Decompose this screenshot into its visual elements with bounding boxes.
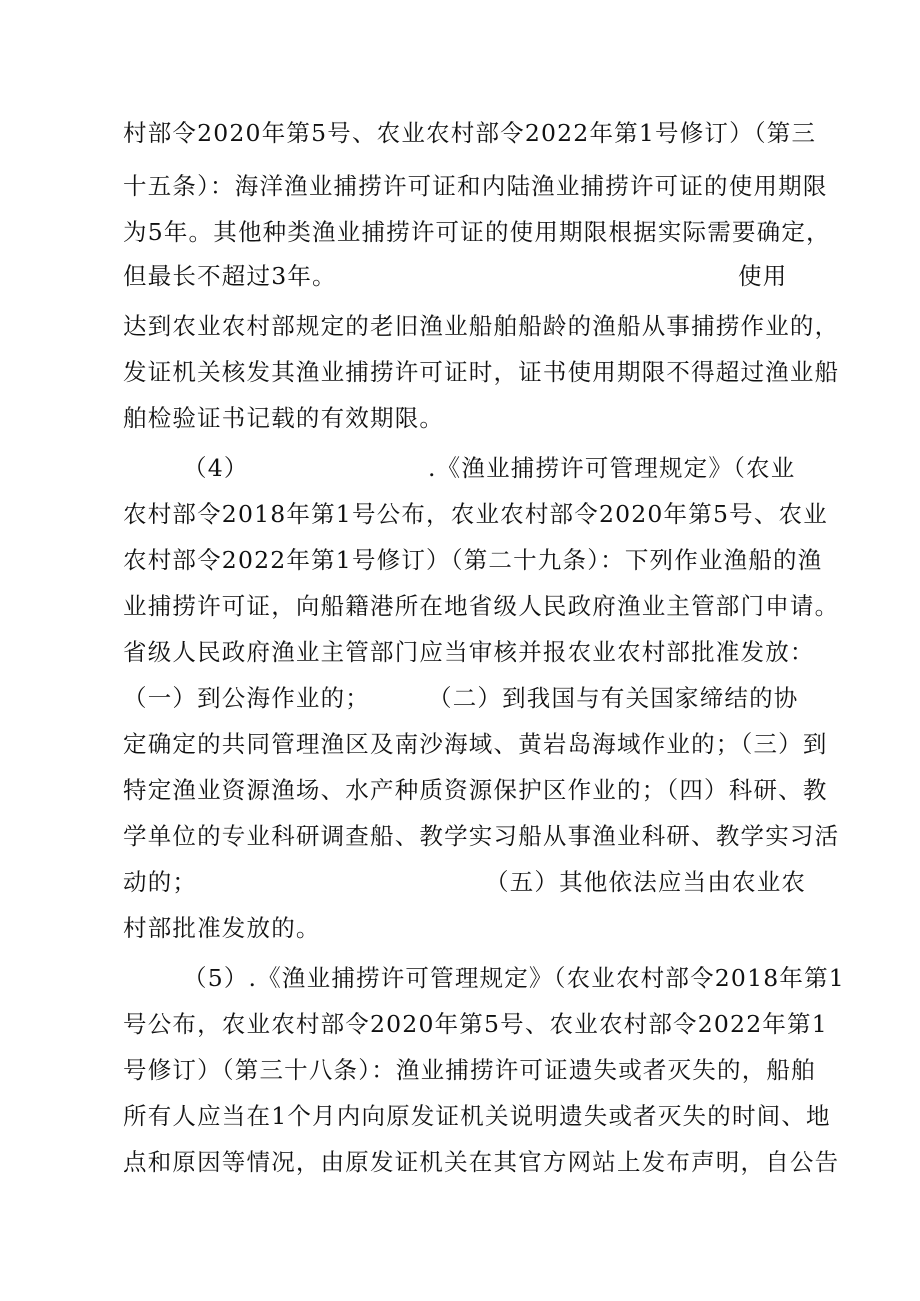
text-line: 业捕捞许可证，向船籍港所在地省级人民政府渔业主管部门申请。 <box>123 592 840 620</box>
text-line: 舶检验证书记载的有效期限。 <box>123 404 445 432</box>
text-line-fragment: 使用 <box>738 262 788 290</box>
paragraph-number: （4） <box>183 454 249 482</box>
text-line: 点和原因等情况，由原发证机关在其官方网站上发布声明，自公告 <box>123 1148 840 1176</box>
text-line: 动的； <box>123 868 198 896</box>
text-line: 特定渔业资源渔场、水产种质资源保护区作业的；（四）科研、教 <box>123 776 828 804</box>
text-line: （一）到公海作业的； <box>123 684 370 712</box>
text-line: 号公布，农业农村部令2020年第5号、农业农村部令2022年第1 <box>123 1010 828 1038</box>
text-line: 达到农业农村部规定的老旧渔业船舶船龄的渔船从事捕捞作业的， <box>123 312 840 340</box>
text-line-fragment: .《渔业捕捞许可管理规定》（农业 <box>428 454 796 482</box>
text-line: 十五条）：海洋渔业捕捞许可证和内陆渔业捕捞许可证的使用期限 <box>123 172 828 200</box>
text-line: 发证机关核发其渔业捕捞许可证时，证书使用期限不得超过渔业船 <box>123 358 840 386</box>
text-line: 所有人应当在1个月内向原发证机关说明遗失或者灭失的时间、地 <box>123 1102 831 1130</box>
text-line: （5）.《渔业捕捞许可管理规定》（农业农村部令2018年第1 <box>183 964 845 992</box>
text-line: 村部令2020年第5号、农业农村部令2022年第1号修订）（第三 <box>123 119 817 147</box>
text-line: 学单位的专业科研调查船、教学实习船从事渔业科研、教学实习活 <box>123 822 840 850</box>
text-line: 省级人民政府渔业主管部门应当审核并报农业农村部批准发放： <box>123 638 815 666</box>
text-line: 为5年。其他种类渔业捕捞许可证的使用期限根据实际需要确定， <box>123 218 831 246</box>
text-line-fragment: （五）其他依法应当由农业农 <box>485 868 807 896</box>
text-line: 号修订）（第三十八条）：渔业捕捞许可证遗失或者灭失的，船舶 <box>123 1056 816 1084</box>
text-line: 农村部令2018年第1号公布，农业农村部令2020年第5号、农业 <box>123 500 828 528</box>
text-line: 村部批准发放的。 <box>123 914 321 942</box>
text-line: 定确定的共同管理渔区及南沙海域、黄岩岛海域作业的；（三）到 <box>123 730 828 758</box>
text-line: 但最长不超过3年。 <box>123 262 337 290</box>
text-line: 农村部令2022年第1号修订）（第二十九条）：下列作业渔船的渔 <box>123 546 823 574</box>
text-line-fragment: （二）到我国与有关国家缔结的协 <box>428 684 799 712</box>
